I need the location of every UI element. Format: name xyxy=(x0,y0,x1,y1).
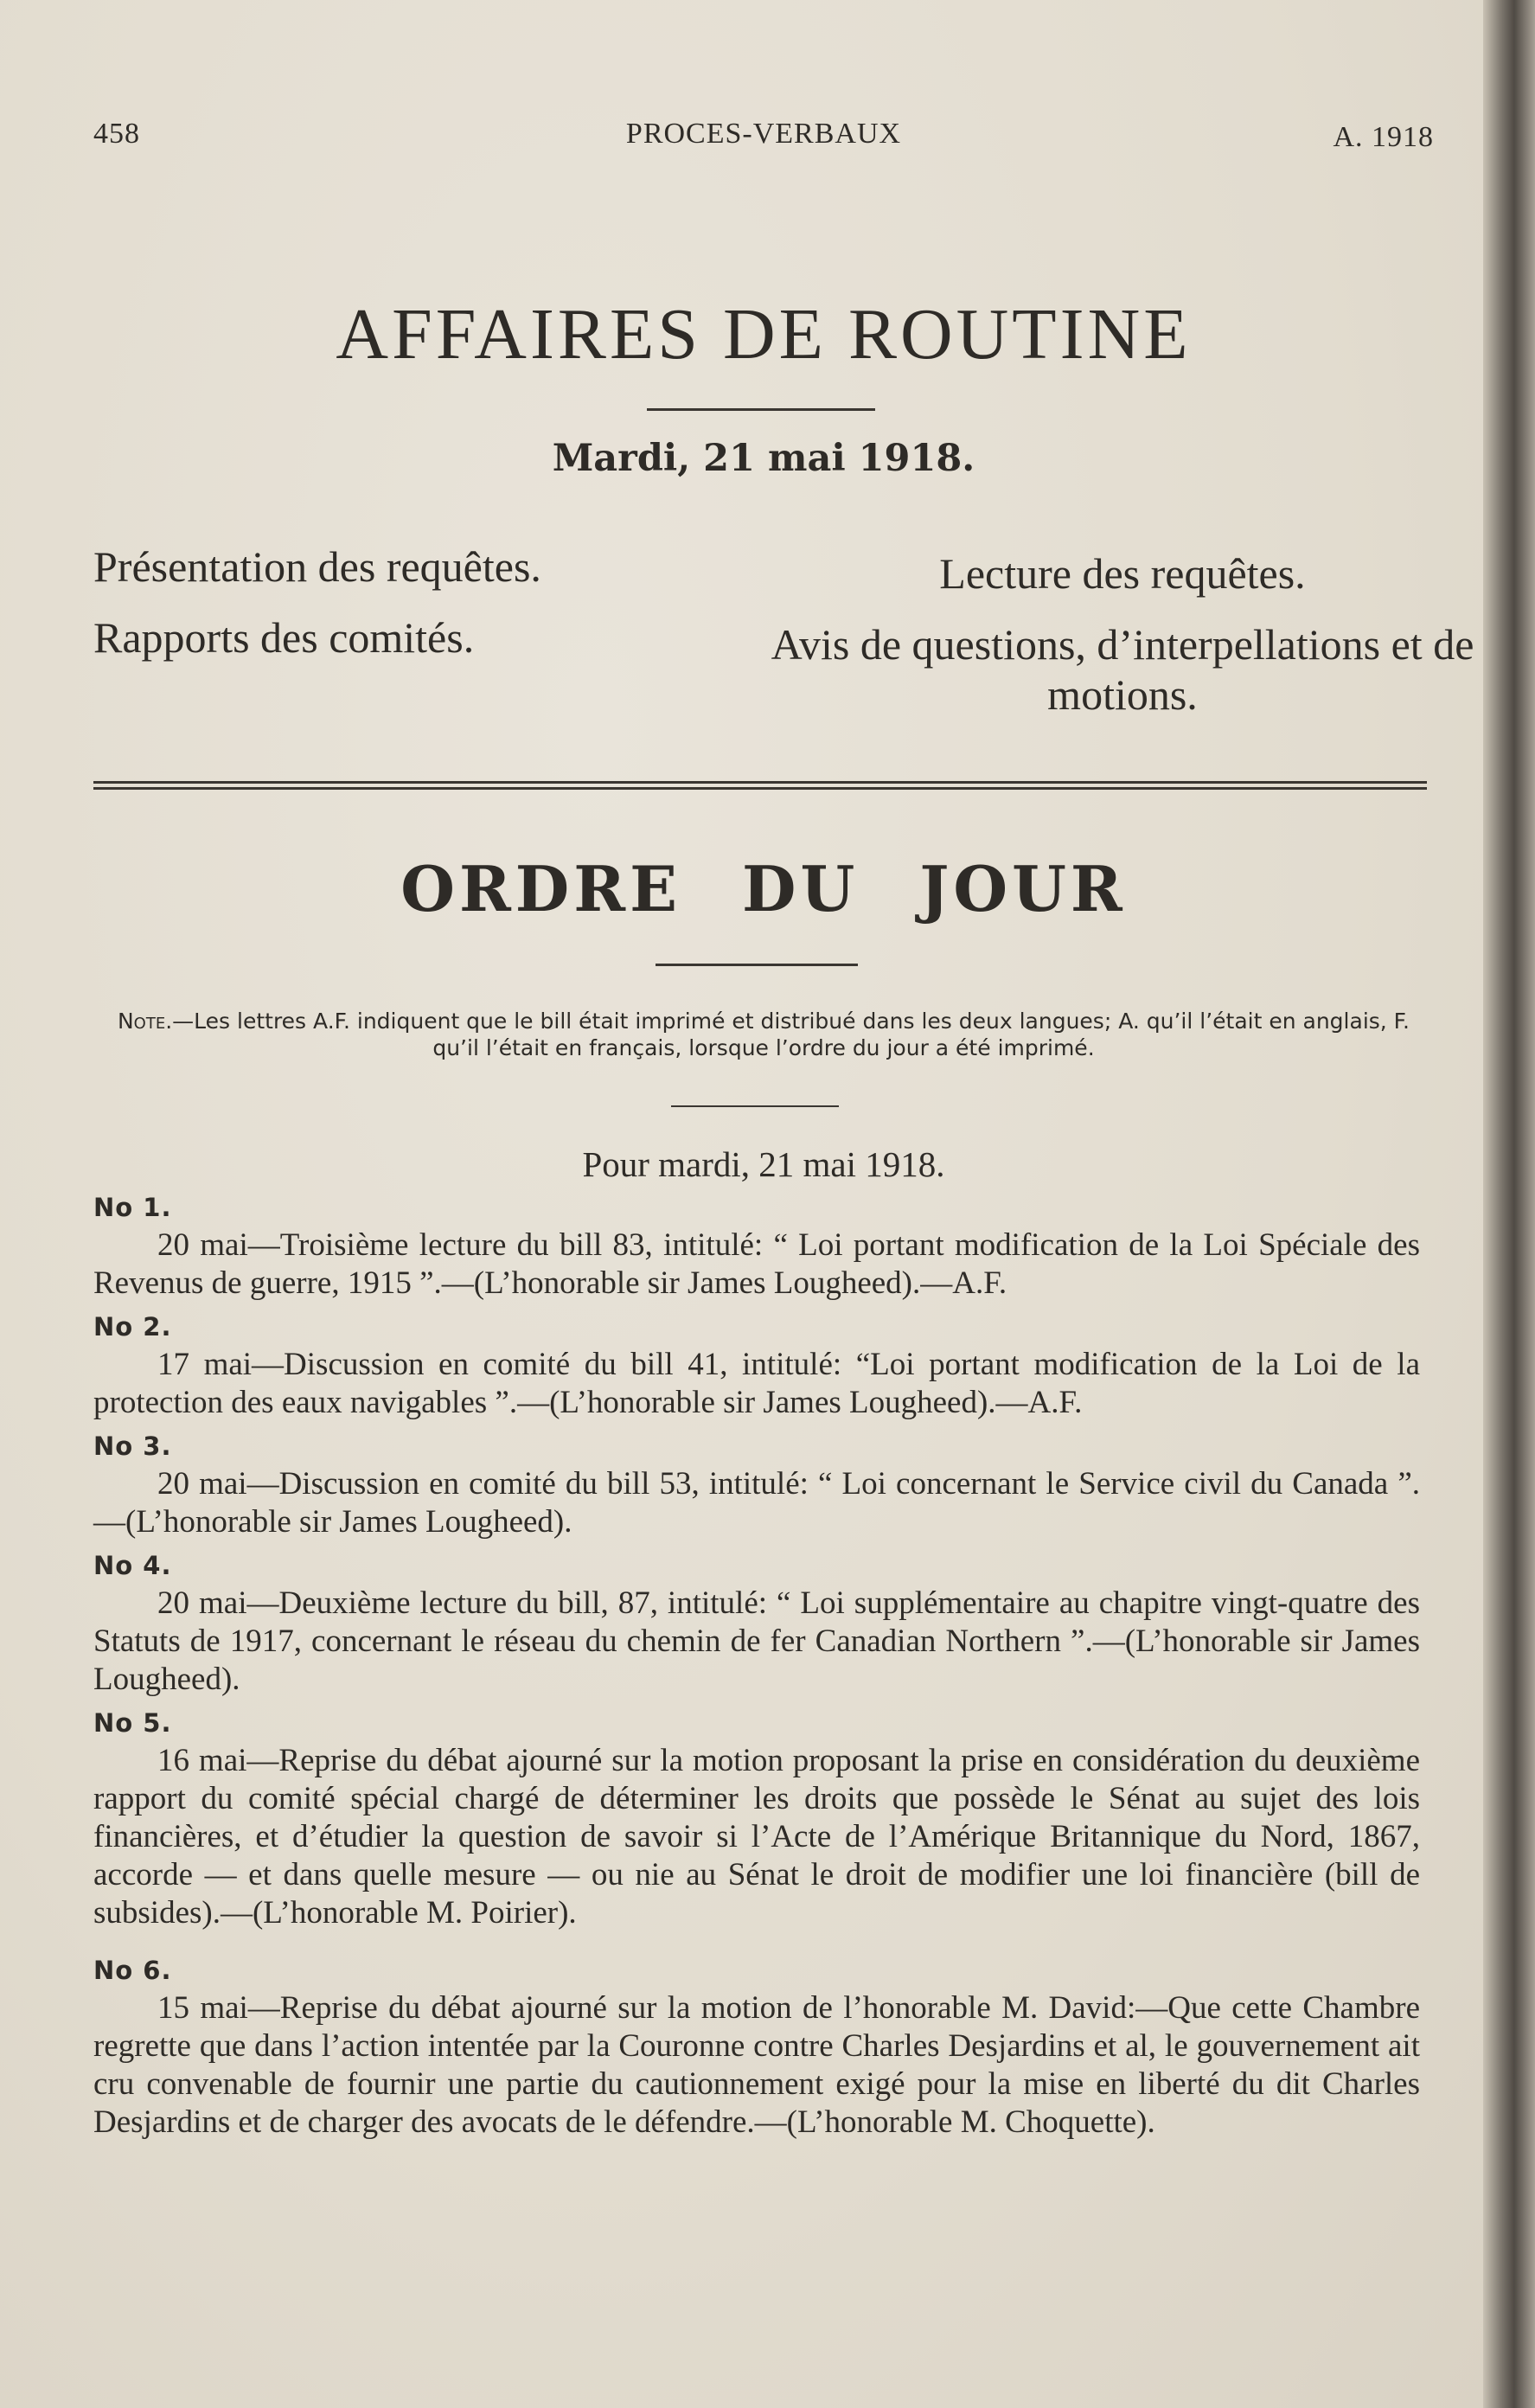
routine-item: Présentation des requêtes. xyxy=(93,542,541,591)
item-number: No 6. xyxy=(93,1956,172,1985)
section-divider xyxy=(93,781,1427,790)
item-number: No 5. xyxy=(93,1708,172,1738)
note-label: Note. xyxy=(117,1009,173,1034)
orders-list xyxy=(93,1188,1420,2142)
note-paragraph xyxy=(93,1008,1434,1061)
title-rule xyxy=(647,408,875,411)
running-title: PROCES-VERBAUX xyxy=(625,118,902,150)
routine-item: Avis de questions, d’interpellations et de motions. xyxy=(771,620,1474,719)
item-text: 20 mai—Deuxième lecture du bill, 87, intitulé: “ Loi supplémentaire au chapitre vingt-quatre des Statuts de 1917, concernant le réseau du chemin de fer Canadian Northern ”.—(L’honorable sir James Lougheed). xyxy=(93,1585,1420,1697)
ordre-title: ORDRE DU JOUR xyxy=(400,852,1127,925)
item-number: No 3. xyxy=(93,1431,172,1461)
routine-item: Lecture des requêtes. xyxy=(939,549,1306,598)
routine-date: Mardi, 21 mai 1918. xyxy=(552,437,975,480)
item-number: No 2. xyxy=(93,1312,172,1342)
item-number: No 4. xyxy=(93,1551,172,1580)
book-binding-edge xyxy=(1483,0,1535,2408)
note-rule xyxy=(671,1105,839,1107)
item-text: 15 mai—Reprise du débat ajourné sur la motion de l’honorable M. David:—Que cette Chambre regrette que dans l’action intentée par la Couronne contre Charles Desjardins et al, le gouvernement ait cru convenable de fournir une partie du cautionnement exigé pour la mise en liberté du dit Charles Desjardins et de charger des avocats de le défendre.—(L’honorable M. Choquette). xyxy=(93,1990,1420,2140)
routine-item: Rapports des comités. xyxy=(93,613,475,662)
list-item xyxy=(93,1308,1420,1422)
list-item xyxy=(93,1547,1420,1699)
item-text: 16 mai—Reprise du débat ajourné sur la motion proposant la prise en considération du deuxième rapport du comité spécial chargé de déterminer les droits que possède le Sénat au sujet des lois financières, et d’étudier la question de savoir si l’Acte de l’Amérique Britannique du Nord, 1867, accorde — et dans quelle mesure — ou nie au Sénat le droit de modifier une loi financière (bill de subsides).—(L’honorable M. Poirier). xyxy=(93,1743,1420,1931)
pour-date: Pour mardi, 21 mai 1918. xyxy=(582,1144,945,1184)
item-text: 20 mai—Discussion en comité du bill 53, intitulé: “ Loi concernant le Service civil du Canada ”.—(L’honorable sir James Lougheed). xyxy=(93,1466,1420,1540)
list-item xyxy=(93,1188,1420,1303)
item-number: No 1. xyxy=(93,1193,172,1222)
running-header xyxy=(93,118,1434,161)
ordre-rule xyxy=(656,964,858,966)
session-year: A. 1918 xyxy=(1333,121,1434,153)
routine-title: AFFAIRES DE ROUTINE xyxy=(336,294,1192,375)
list-item xyxy=(93,1427,1420,1541)
page-number: 458 xyxy=(93,118,140,150)
list-item xyxy=(93,1704,1420,1932)
note-text: —Les lettres A.F. indiquent que le bill était imprimé et distribué dans les deux langues; A. qu’il l’était en anglais, F. qu’il l’était en français, lorsque l’ordre du jour a été imprimé. xyxy=(172,1009,1410,1060)
item-text: 17 mai—Discussion en comité du bill 41, intitulé: “Loi portant modification de la Loi de la protection des eaux navigables ”.—(L’honorable sir James Lougheed).—A.F. xyxy=(93,1347,1420,1420)
item-text: 20 mai—Troisième lecture du bill 83, intitulé: “ Loi portant modification de la Loi Spéciale des Revenus de guerre, 1915 ”.—(L’honorable sir James Lougheed).—A.F. xyxy=(93,1227,1420,1301)
list-item xyxy=(93,1951,1420,2142)
